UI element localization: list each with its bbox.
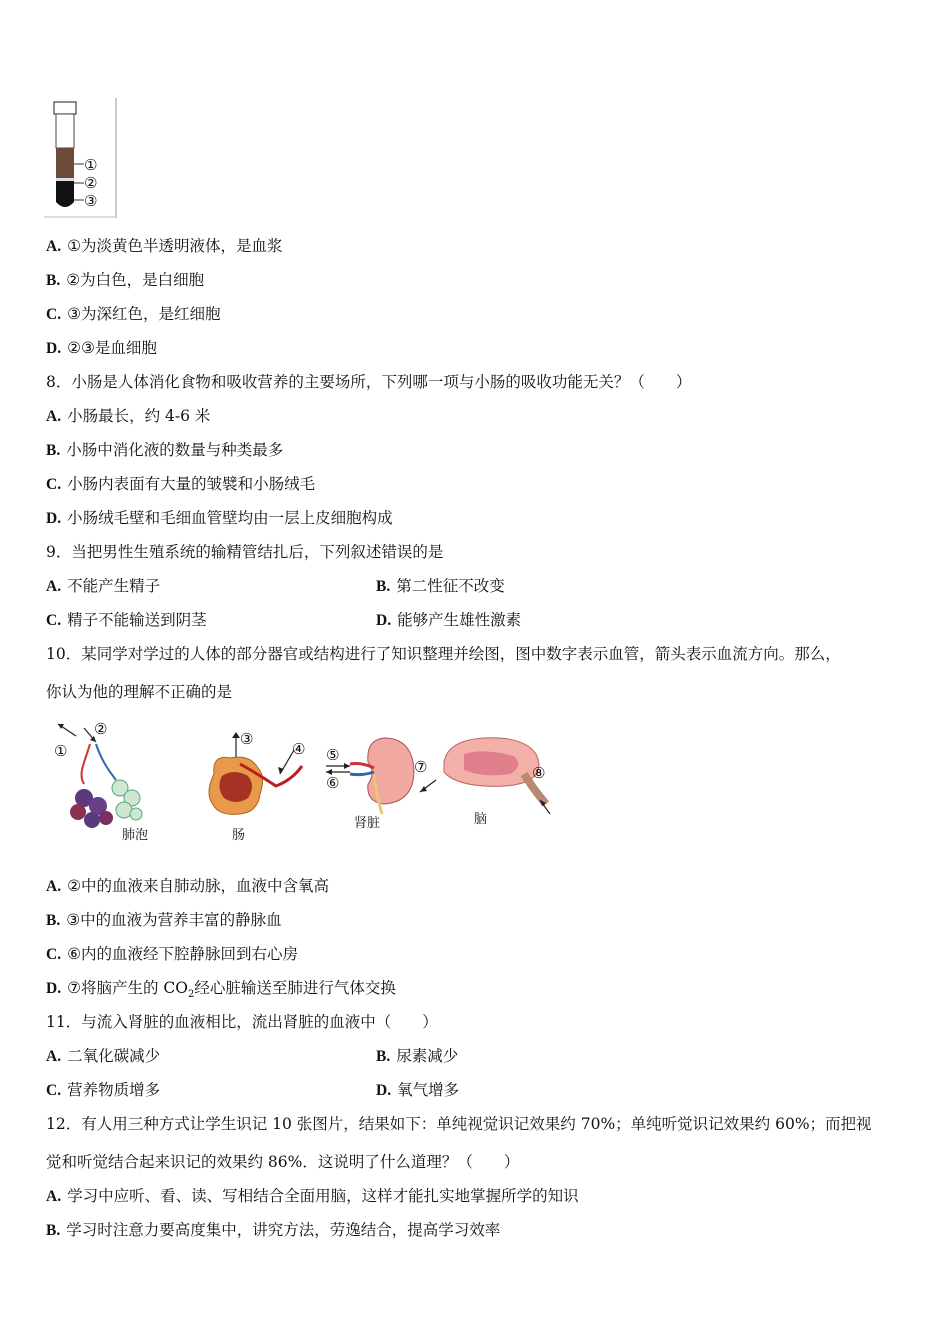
q11-option-c: C. 营养物质增多 bbox=[46, 1081, 161, 1099]
fig-label-8: ⑧ bbox=[532, 764, 546, 782]
organ-blood-flow-figure bbox=[44, 714, 564, 848]
q10-option-c: C. ⑥内的血液经下腔静脉回到右心房 bbox=[46, 945, 298, 963]
q12-option-a: A. 学习中应听、看、读、写相结合全面用脑，这样才能扎实地掌握所学的知识 bbox=[46, 1187, 579, 1205]
q10-stem-line2: 你认为他的理解不正确的是 bbox=[46, 683, 233, 701]
q10-option-d: D. ⑦将脑产生的 $CO_2$经心脏输送至肺进行气体交换 bbox=[46, 979, 396, 1001]
fig-label-7: ⑦ bbox=[414, 758, 428, 776]
q9-stem: 9．当把男性生殖系统的输精管结扎后，下列叙述错误的是 bbox=[46, 543, 444, 561]
q10-option-b: B. ③中的血液为营养丰富的静脉血 bbox=[46, 911, 282, 929]
fig-label-5: ⑤ bbox=[326, 746, 340, 764]
intestine-drawing bbox=[209, 732, 302, 814]
q12-stem-line1: 12．有人用三种方式让学生识记 10 张图片，结果如下：单纯视觉识记效果约 70%；单纯听觉识记效果约 60%；而把视 bbox=[46, 1115, 872, 1133]
fig-label-2: ② bbox=[94, 720, 108, 738]
fig-label-lung: 肺泡 bbox=[122, 828, 149, 843]
brain-drawing bbox=[420, 738, 550, 814]
fig-label-4: ④ bbox=[292, 740, 306, 758]
q12-stem-line2: 觉和听觉结合起来识记的效果约 86%．这说明了什么道理？（ ） bbox=[46, 1153, 520, 1171]
q11-stem: 11．与流入肾脏的血液相比，流出肾脏的血液中（ ） bbox=[46, 1013, 438, 1031]
q7-option-d: D. ②③是血细胞 bbox=[46, 339, 157, 357]
tube-label-2: ② bbox=[84, 174, 98, 192]
q8-stem: 8．小肠是人体消化食物和吸收营养的主要场所，下列哪一项与小肠的吸收功能无关？（ ） bbox=[46, 373, 692, 391]
q11-option-a: A. 二氧化碳减少 bbox=[46, 1047, 161, 1065]
fig-label-brain: 脑 bbox=[474, 812, 488, 827]
q11-option-d: D. 氧气增多 bbox=[376, 1081, 460, 1099]
q10-stem-line1: 10．某同学对学过的人体的部分器官或结构进行了知识整理并绘图，图中数字表示血管，箭头表示血流方向。那么， bbox=[46, 645, 841, 663]
q8-option-a: A. 小肠最长，约 4-6 米 bbox=[46, 407, 211, 425]
q11-option-b: B. 尿素减少 bbox=[376, 1047, 459, 1065]
q10-option-a: A. ②中的血液来自肺动脉，血液中含氧高 bbox=[46, 877, 329, 895]
fig-label-kidney: 肾脏 bbox=[354, 816, 381, 831]
q7-option-a: A. ①为淡黄色半透明液体，是血浆 bbox=[46, 237, 283, 255]
tube-label-1: ① bbox=[84, 156, 98, 174]
q9-option-b: B. 第二性征不改变 bbox=[376, 577, 505, 595]
q12-option-b: B. 学习时注意力要高度集中，讲究方法，劳逸结合，提高学习效率 bbox=[46, 1221, 501, 1239]
fig-label-1: ① bbox=[54, 742, 68, 760]
q7-option-c: C. ③为深红色，是红细胞 bbox=[46, 305, 221, 323]
q9-option-d: D. 能够产生雄性激素 bbox=[376, 611, 522, 629]
fig-label-6: ⑥ bbox=[326, 774, 340, 792]
fig-label-intestine: 肠 bbox=[232, 828, 246, 843]
fig-label-3: ③ bbox=[240, 730, 254, 748]
q9-option-a: A. 不能产生精子 bbox=[46, 577, 161, 595]
q8-option-d: D. 小肠绒毛壁和毛细血管壁均由一层上皮细胞构成 bbox=[46, 509, 393, 527]
q8-option-c: C. 小肠内表面有大量的皱襞和小肠绒毛 bbox=[46, 475, 316, 493]
q9-option-c: C. 精子不能输送到阴茎 bbox=[46, 611, 207, 629]
q8-option-b: B. 小肠中消化液的数量与种类最多 bbox=[46, 441, 284, 459]
test-tube-drawing bbox=[44, 98, 120, 220]
tube-label-3: ③ bbox=[84, 192, 98, 210]
q7-option-b: B. ②为白色，是白细胞 bbox=[46, 271, 205, 289]
lung-alveoli-drawing bbox=[58, 724, 142, 828]
test-tube-figure bbox=[44, 98, 120, 220]
